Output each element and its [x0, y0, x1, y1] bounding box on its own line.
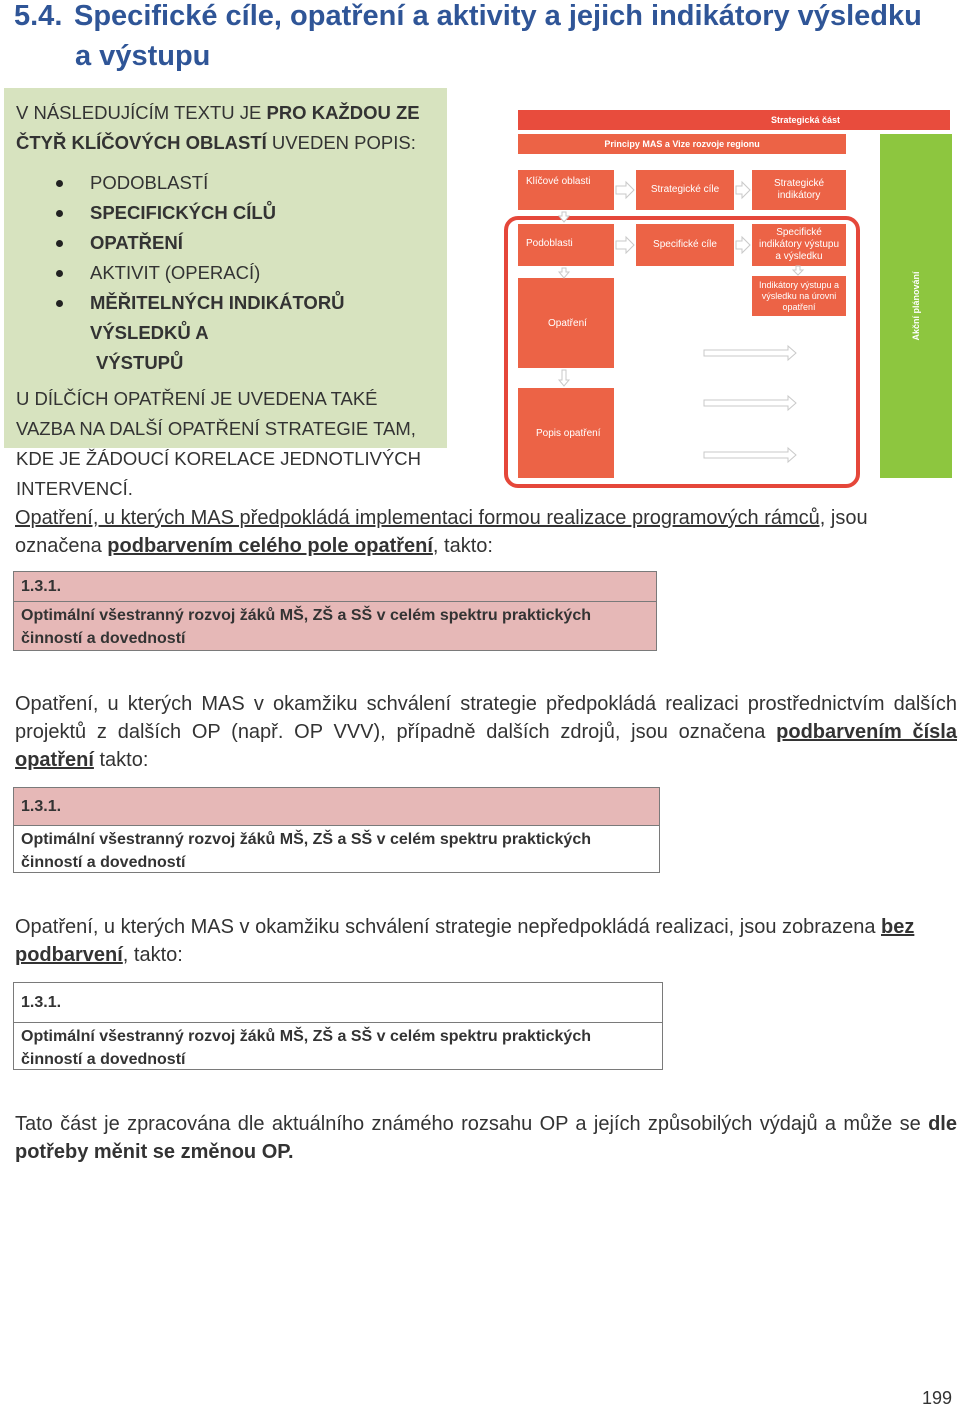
strategic-part-label: Strategická část [770, 115, 840, 125]
bullet-item [56, 168, 437, 198]
section-title-line1: Specifické cíle, opatření a aktivity a jejich indikátory výsledku [74, 0, 922, 32]
page-number: 199 [921, 1388, 952, 1408]
section-title-line2: a výstupu [75, 40, 211, 72]
arrow-right-icon [704, 346, 796, 360]
diagram-arrows [498, 104, 954, 488]
action-planning-label: Akční plánování [911, 271, 921, 341]
bullet-item [56, 198, 437, 228]
box-strategic-goals-label: Strategické cíle [650, 184, 720, 195]
bullet-item [56, 288, 437, 378]
arrow-down-icon [559, 212, 569, 222]
bullet-text: PODOBLASTÍ [90, 172, 209, 193]
measure-number: 1.3.1. [14, 788, 659, 826]
intro-lead-end: UVEDEN POPIS: [266, 132, 416, 153]
bullet-text-cont: VÝSTUPŮ [96, 352, 184, 373]
arrow-right-icon [704, 448, 796, 462]
arrow-right-icon [704, 396, 796, 410]
box-strategic-indicators-label: Strategické indikátory [773, 178, 825, 201]
measure-table-number-highlight [13, 787, 660, 873]
arrow-right-icon [736, 182, 750, 198]
measure-table-full-highlight [13, 571, 657, 651]
para-framework-measures [15, 504, 957, 560]
para2-end: takto: [93, 749, 149, 771]
box-measure-description-label: Popis opatření [536, 428, 601, 439]
box-subareas-label: Podoblasti [526, 238, 573, 249]
measure-title: Optimální všestranný rozvoj žáků MŠ, ZŠ a SŠ v celém spektru praktických činností a dovedností [21, 607, 591, 647]
arrow-down-icon [559, 268, 569, 278]
measure-title: Optimální všestranný rozvoj žáků MŠ, ZŠ a SŠ v celém spektru praktických činností a dovedností [21, 831, 591, 871]
para3-text: Opatření, u kterých MAS v okamžiku schválení strategie nepředpokládá realizaci, jsou zobrazena [15, 916, 881, 938]
box-key-areas-label: Klíčové oblasti [526, 176, 591, 187]
arrow-right-icon [736, 237, 750, 253]
principles-label: Principy MAS a Vize rozvoje regionu [604, 139, 760, 149]
measure-title: Optimální všestranný rozvoj žáků MŠ, ZŠ a SŠ v celém spektru praktických činností a dovedností [21, 1028, 591, 1068]
box-measure-indicators-label: Indikátory výstupu a výsledku na úrovni opatření [758, 279, 840, 312]
intro-lead-bold: PRO KAŽDOU ZE ČTYŘ KLÍČOVÝCH OBLASTÍ [16, 102, 420, 153]
para-scope-note [15, 1110, 957, 1166]
bullet-text: MĚŘITELNÝCH INDIKÁTORŮ VÝSLEDKŮ A [90, 292, 345, 343]
para1-emphasis: podbarvením celého pole opatření [107, 535, 433, 557]
bullet-item [56, 228, 437, 258]
bullet-text: OPATŘENÍ [90, 232, 183, 253]
box-measure-label: Opatření [548, 318, 587, 329]
arrow-right-icon [616, 182, 634, 198]
measure-number: 1.3.1. [14, 983, 662, 1023]
measure-table-no-highlight [13, 982, 663, 1070]
intro-bullet-list [16, 168, 437, 378]
para2-text: Opatření, u kterých MAS v okamžiku schválení strategie předpokládá realizaci prostřednictvím dalších projektů z dalších OP (např. OP VVV), případně dalších zdrojů, jsou označena [15, 693, 957, 743]
box-specific-indicators-label: Specifické indikátory výstupu a výsledku [758, 227, 840, 262]
intro-after: U DÍLČÍCH OPATŘENÍ JE UVEDENA TAKÉ VAZBA NA DALŠÍ OPATŘENÍ STRATEGIE TAM, KDE JE ŽÁDOUCÍ KORELACE JEDNOTLIVÝCH INTERVENCÍ. [16, 388, 422, 499]
para4-emphasis: dle potřeby měnit se změnou OP. [15, 1113, 957, 1163]
intro-lead [16, 98, 437, 158]
para3-emphasis: bez podbarvení [15, 916, 915, 966]
para-other-op-measures [15, 690, 957, 774]
intro-box [4, 88, 447, 499]
para4-text: Tato část je zpracována dle aktuálního známého rozsahu OP a jejích způsobilých výdajů a může se [15, 1113, 929, 1135]
bullet-text: AKTIVIT (OPERACÍ) [90, 262, 261, 283]
para1-end: , takto: [432, 535, 493, 557]
arrow-down-icon [559, 370, 569, 386]
para2-emphasis: podbarvením čísla opatření [15, 721, 957, 771]
para3-end: , takto: [122, 944, 183, 966]
para-unrealized-measures [15, 913, 957, 969]
measure-number: 1.3.1. [14, 572, 656, 602]
bullet-text: SPECIFICKÝCH CÍLŮ [90, 202, 277, 223]
arrow-down-icon [793, 266, 803, 275]
arrow-right-icon [616, 237, 634, 253]
para1-text: jsou označena [15, 507, 868, 557]
strategy-diagram [498, 104, 954, 488]
intro-lead-text: V NÁSLEDUJÍCÍM TEXTU JE [16, 102, 267, 123]
para1-underlined: Opatření, u kterých MAS předpokládá implementaci formou realizace programových rámců, [15, 507, 826, 529]
section-number: 5.4. [14, 0, 63, 32]
section-heading [14, 0, 954, 76]
bullet-item [56, 258, 437, 288]
box-specific-goals-label: Specifické cíle [653, 239, 717, 250]
